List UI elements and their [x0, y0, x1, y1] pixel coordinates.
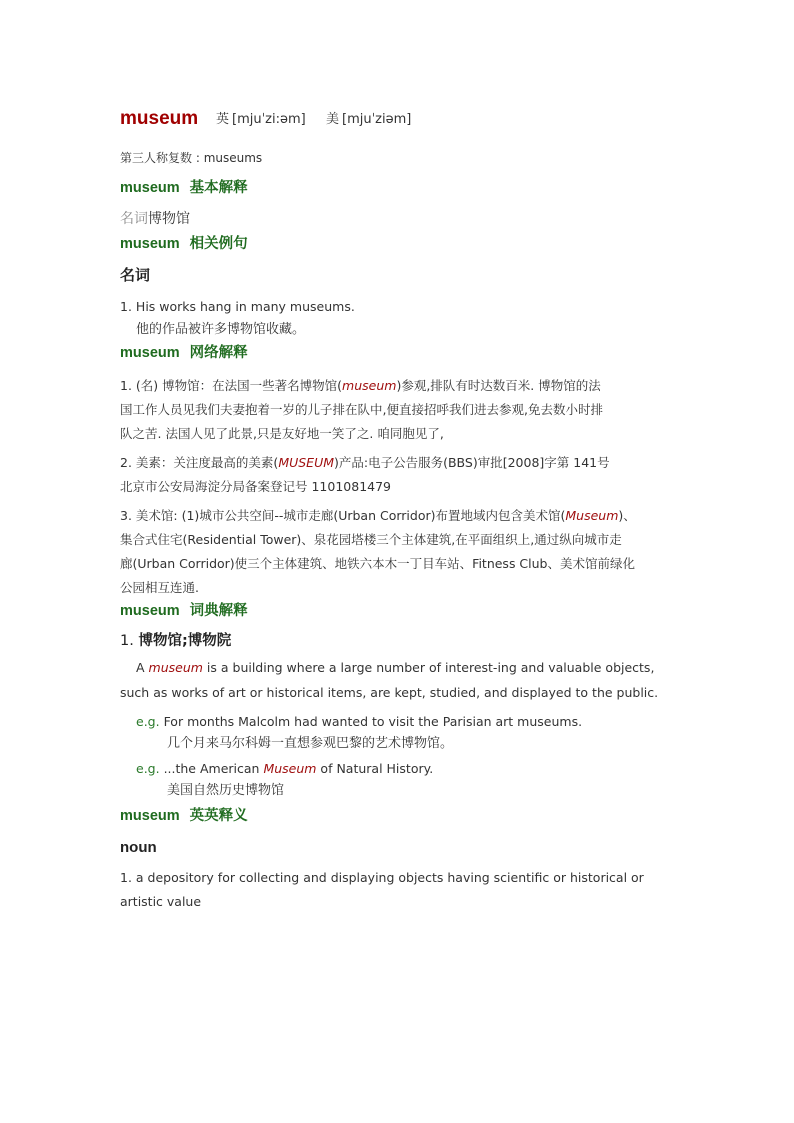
headword: museum — [120, 108, 199, 129]
highlight-word: museum — [342, 378, 397, 393]
web-item-num: 2. — [120, 455, 132, 470]
text: )参观,排队有时达数百米. 博物馆的法 — [396, 378, 601, 393]
section-title: 基本解释 — [189, 180, 248, 196]
eg-label: e.g. — [136, 761, 160, 776]
examples-pos: 名词 — [120, 266, 151, 284]
plural-value: museums — [203, 151, 263, 165]
text: ...the American — [163, 761, 264, 776]
section-title: 英英释义 — [189, 808, 248, 824]
example-en — [120, 299, 355, 314]
web-item-3-line-2: 集合式住宅(Residential Tower)、泉花园塔楼三个主体建筑,在平面组织上,通过纵向城市走 — [120, 532, 622, 547]
section-title: 网络解释 — [189, 345, 248, 361]
dict-head: 博物馆;博物院 — [138, 633, 232, 649]
dict-example-2 — [136, 761, 433, 776]
section-title: 相关例句 — [189, 236, 248, 252]
dict-example-2-cn: 美国自然历史博物馆 — [167, 783, 285, 798]
highlight-word: museum — [148, 660, 203, 675]
section-title: 词典解释 — [189, 603, 248, 619]
text: )、 — [618, 508, 636, 523]
web-item-3-line-4: 公园相互连通. — [120, 580, 199, 595]
section-word: museum — [120, 345, 180, 361]
dict-definition-line-1 — [136, 660, 654, 675]
en-definition-line-2: artistic value — [120, 894, 202, 909]
text: For months Malcolm had wanted to visit the Parisian art museums. — [163, 714, 583, 729]
dict-definition-line-2: such as works of art or historical items, are kept, studied, and displayed to the public. — [120, 685, 659, 700]
web-item-3-line-1 — [120, 508, 636, 523]
text: of Natural History. — [316, 761, 434, 776]
uk-label: 英 — [216, 112, 230, 127]
us-label: 美 — [326, 112, 340, 127]
section-word: museum — [120, 236, 180, 252]
en-num: 1. — [120, 870, 132, 885]
text: )产品:电子公告服务(BBS)审批[2008]字第 141号 — [334, 455, 610, 470]
web-item-1-line-1 — [120, 378, 601, 393]
section-heading-basic — [120, 180, 248, 197]
plural-form: 第三人称复数 : museums — [120, 151, 263, 165]
uk-phonetic: [mjuˈzi:əm] — [232, 112, 306, 127]
section-word: museum — [120, 808, 180, 824]
web-item-2-line-2: 北京市公安局海淀分局备案登记号 1101081479 — [120, 479, 392, 494]
web-item-num: 3. — [120, 508, 132, 523]
dict-example-1 — [136, 714, 582, 729]
section-heading-examples — [120, 236, 248, 253]
example-en-text: His works hang in many museums. — [135, 299, 355, 314]
en-pos: noun — [120, 839, 157, 856]
dict-num: 1. — [120, 633, 134, 649]
text: 美术馆: (1)城市公共空间--城市走廊(Urban Corridor)布置地域内包含美术馆( — [135, 508, 566, 523]
uk-pronunciation — [216, 112, 306, 128]
example-cn: 他的作品被许多博物馆收藏。 — [136, 322, 306, 337]
eg-label: e.g. — [136, 714, 160, 729]
us-phonetic: [mjuˈziəm] — [342, 112, 412, 127]
section-heading-en — [120, 808, 248, 825]
dict-sense-heading — [120, 633, 231, 650]
web-item-3-line-3: 廊(Urban Corridor)使三个主体建筑、地铁六本木一丁目车站、Fitness Club、美术馆前绿化 — [120, 556, 635, 571]
text: (名) 博物馆：在法国一些著名博物馆( — [135, 378, 343, 393]
web-item-num: 1. — [120, 378, 132, 393]
web-item-1-line-3: 队之苦. 法国人见了此景,只是友好地一笑了之. 咱同胞见了, — [120, 426, 444, 441]
basic-pos: 名词 — [120, 211, 148, 227]
section-word: museum — [120, 180, 180, 196]
highlight-word: MUSEUM — [278, 455, 335, 470]
section-heading-dict — [120, 603, 248, 620]
example-num: 1. — [120, 299, 132, 314]
section-word: museum — [120, 603, 180, 619]
text: A — [136, 660, 149, 675]
section-heading-web — [120, 345, 248, 362]
basic-meaning-text: 博物馆 — [148, 211, 190, 227]
highlight-word: Museum — [263, 761, 317, 776]
text: is a building where a large number of interest-ing and valuable objects, — [202, 660, 655, 675]
web-item-2-line-1 — [120, 455, 610, 470]
en-definition-line-1 — [120, 870, 644, 885]
highlight-word: Museum — [565, 508, 619, 523]
plural-label: 第三人称复数 — [120, 151, 193, 165]
dict-example-1-cn: 几个月来马尔科姆一直想参观巴黎的艺术博物馆。 — [167, 736, 454, 751]
web-item-1-line-2: 国工作人员见我们夫妻抱着一岁的儿子排在队中,便直接招呼我们进去参观,免去数小时排 — [120, 402, 603, 417]
us-pronunciation — [326, 112, 411, 128]
text: a depository for collecting and displaying objects having scientific or historical or — [135, 870, 644, 885]
basic-meaning — [120, 211, 190, 228]
text: 美素：关注度最高的美素( — [135, 455, 279, 470]
